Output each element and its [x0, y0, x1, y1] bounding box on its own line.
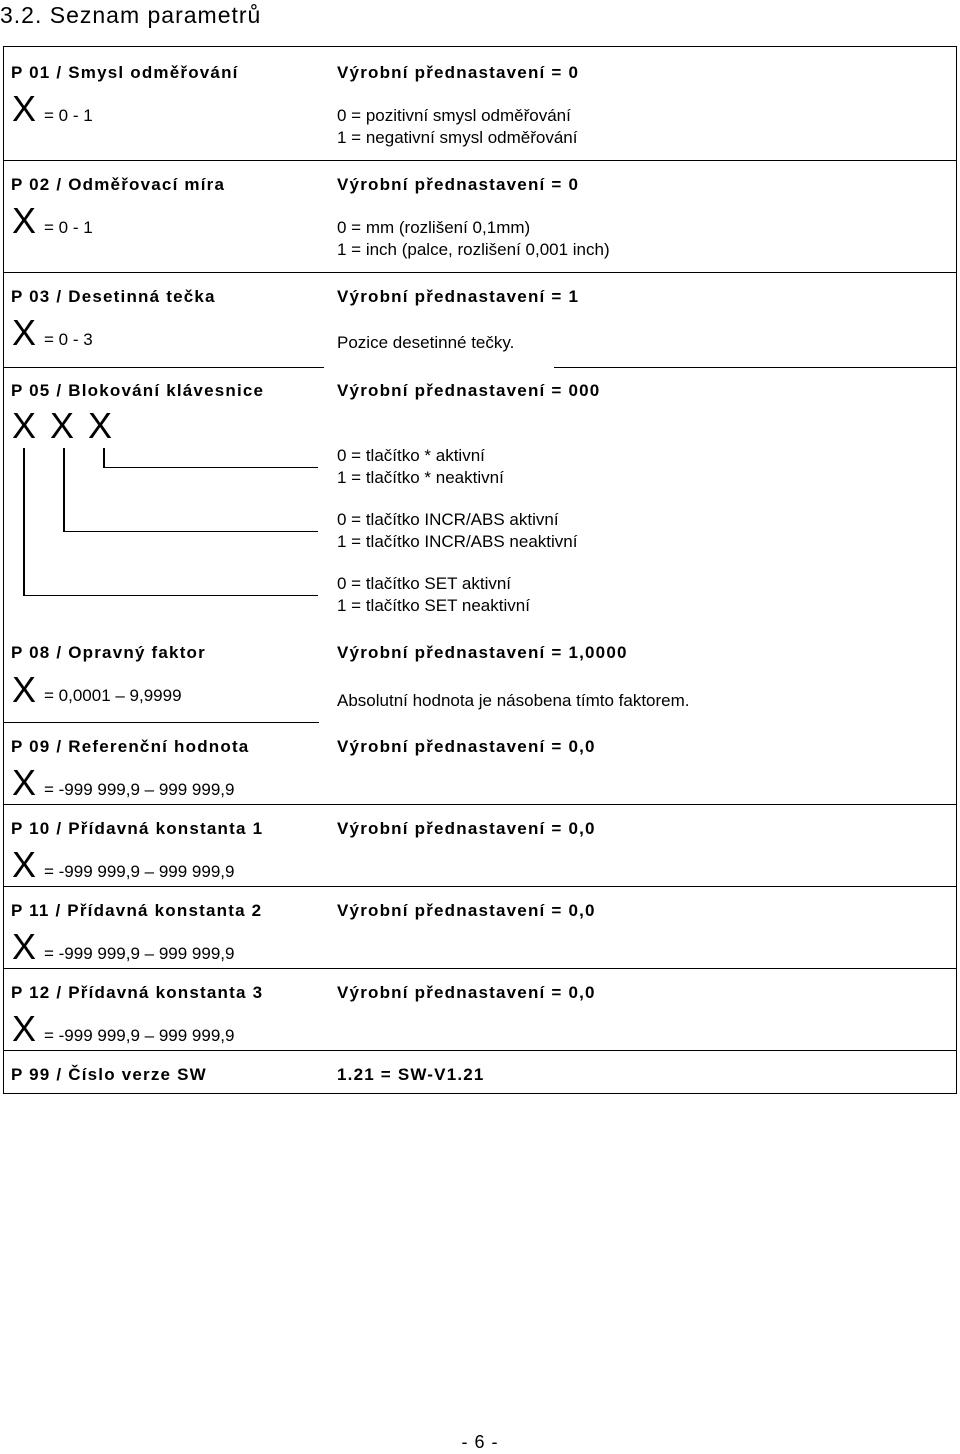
param-range: = 0 - 1	[44, 106, 93, 125]
param-title: P 02 / Odměřovací míra	[11, 175, 226, 194]
param-default: Výrobní přednastavení = 1	[337, 287, 580, 306]
param-title: P 03 / Desetinná tečka	[11, 287, 216, 306]
option-0: 0 = pozitivní smysl odměřování	[337, 106, 571, 125]
param-p11	[4, 887, 956, 969]
param-title: P 08 / Opravný faktor	[11, 643, 206, 662]
option-b0: 0 = tlačítko INCR/ABS aktivní	[337, 510, 559, 529]
param-p09	[4, 723, 956, 805]
param-p12	[4, 969, 956, 1051]
param-default: Výrobní přednastavení = 0,0	[337, 819, 596, 838]
param-p03	[4, 273, 956, 367]
param-range: = -999 999,9 – 999 999,9	[44, 1026, 235, 1045]
bracket-line-1	[23, 448, 25, 596]
param-range: = 0,0001 – 9,9999	[44, 686, 182, 705]
x-symbol: X	[12, 88, 37, 129]
param-default: Výrobní přednastavení = 0	[337, 63, 580, 82]
option-c1: 1 = tlačítko SET neaktivní	[337, 596, 530, 615]
param-p05	[4, 368, 956, 622]
param-title: P 12 / Přídavná konstanta 3	[11, 983, 264, 1002]
bracket-line-3	[103, 467, 318, 468]
bracket-line-1	[23, 595, 318, 596]
option-a0: 0 = tlačítko * aktivní	[337, 446, 485, 465]
param-title: P 99 / Číslo verze SW	[11, 1065, 207, 1084]
x-symbol: X	[12, 1008, 37, 1049]
x-symbol: X	[12, 844, 37, 885]
option-0: 0 = mm (rozlišení 0,1mm)	[337, 218, 531, 237]
param-title: P 11 / Přídavná konstanta 2	[11, 901, 263, 920]
param-range: = -999 999,9 – 999 999,9	[44, 862, 235, 881]
param-p99	[4, 1051, 956, 1093]
param-range: = -999 999,9 – 999 999,9	[44, 944, 235, 963]
bracket-line-3	[103, 448, 105, 468]
x-symbol: X	[12, 200, 37, 241]
param-default: Výrobní přednastavení = 0,0	[337, 983, 596, 1002]
param-p08	[4, 622, 956, 722]
option-c0: 0 = tlačítko SET aktivní	[337, 574, 512, 593]
option-1: 1 = inch (palce, rozlišení 0,001 inch)	[337, 240, 610, 259]
param-title: P 10 / Přídavná konstanta 1	[11, 819, 264, 838]
param-title: P 09 / Referenční hodnota	[11, 737, 250, 756]
param-p02	[4, 161, 956, 273]
sw-version: 1.21 = SW-V1.21	[337, 1065, 485, 1084]
param-range: = -999 999,9 – 999 999,9	[44, 780, 235, 799]
param-description: Absolutní hodnota je násobena tímto faktorem.	[337, 691, 690, 710]
param-title: P 01 / Smysl odměřování	[11, 63, 239, 82]
param-range: = 0 - 1	[44, 218, 93, 237]
param-default: Výrobní přednastavení = 0	[337, 175, 580, 194]
bracket-line-2	[63, 448, 65, 532]
param-default: Výrobní přednastavení = 000	[337, 381, 601, 400]
x-symbol: X	[12, 762, 37, 803]
x-symbol: X	[12, 312, 37, 353]
param-p10	[4, 805, 956, 887]
param-default: Výrobní přednastavení = 0,0	[337, 901, 596, 920]
x-symbol: X	[12, 669, 37, 710]
x-symbol: X	[12, 926, 37, 967]
option-1: 1 = negativní smysl odměřování	[337, 128, 578, 147]
page-number: - 6 -	[461, 1432, 499, 1452]
option-a1: 1 = tlačítko * neaktivní	[337, 468, 504, 487]
param-p01	[4, 47, 956, 161]
parameter-table	[3, 46, 957, 1094]
param-description: Pozice desetinné tečky.	[337, 333, 515, 352]
bracket-line-2	[63, 531, 318, 532]
param-default: Výrobní přednastavení = 1,0000	[337, 643, 628, 662]
param-range: = 0 - 3	[44, 330, 93, 349]
section-heading: 3.2. Seznam parametrů	[0, 2, 262, 28]
param-title: P 05 / Blokování klávesnice	[11, 381, 265, 400]
xxx-symbols: X X X	[12, 405, 115, 446]
option-b1: 1 = tlačítko INCR/ABS neaktivní	[337, 532, 578, 551]
param-default: Výrobní přednastavení = 0,0	[337, 737, 596, 756]
